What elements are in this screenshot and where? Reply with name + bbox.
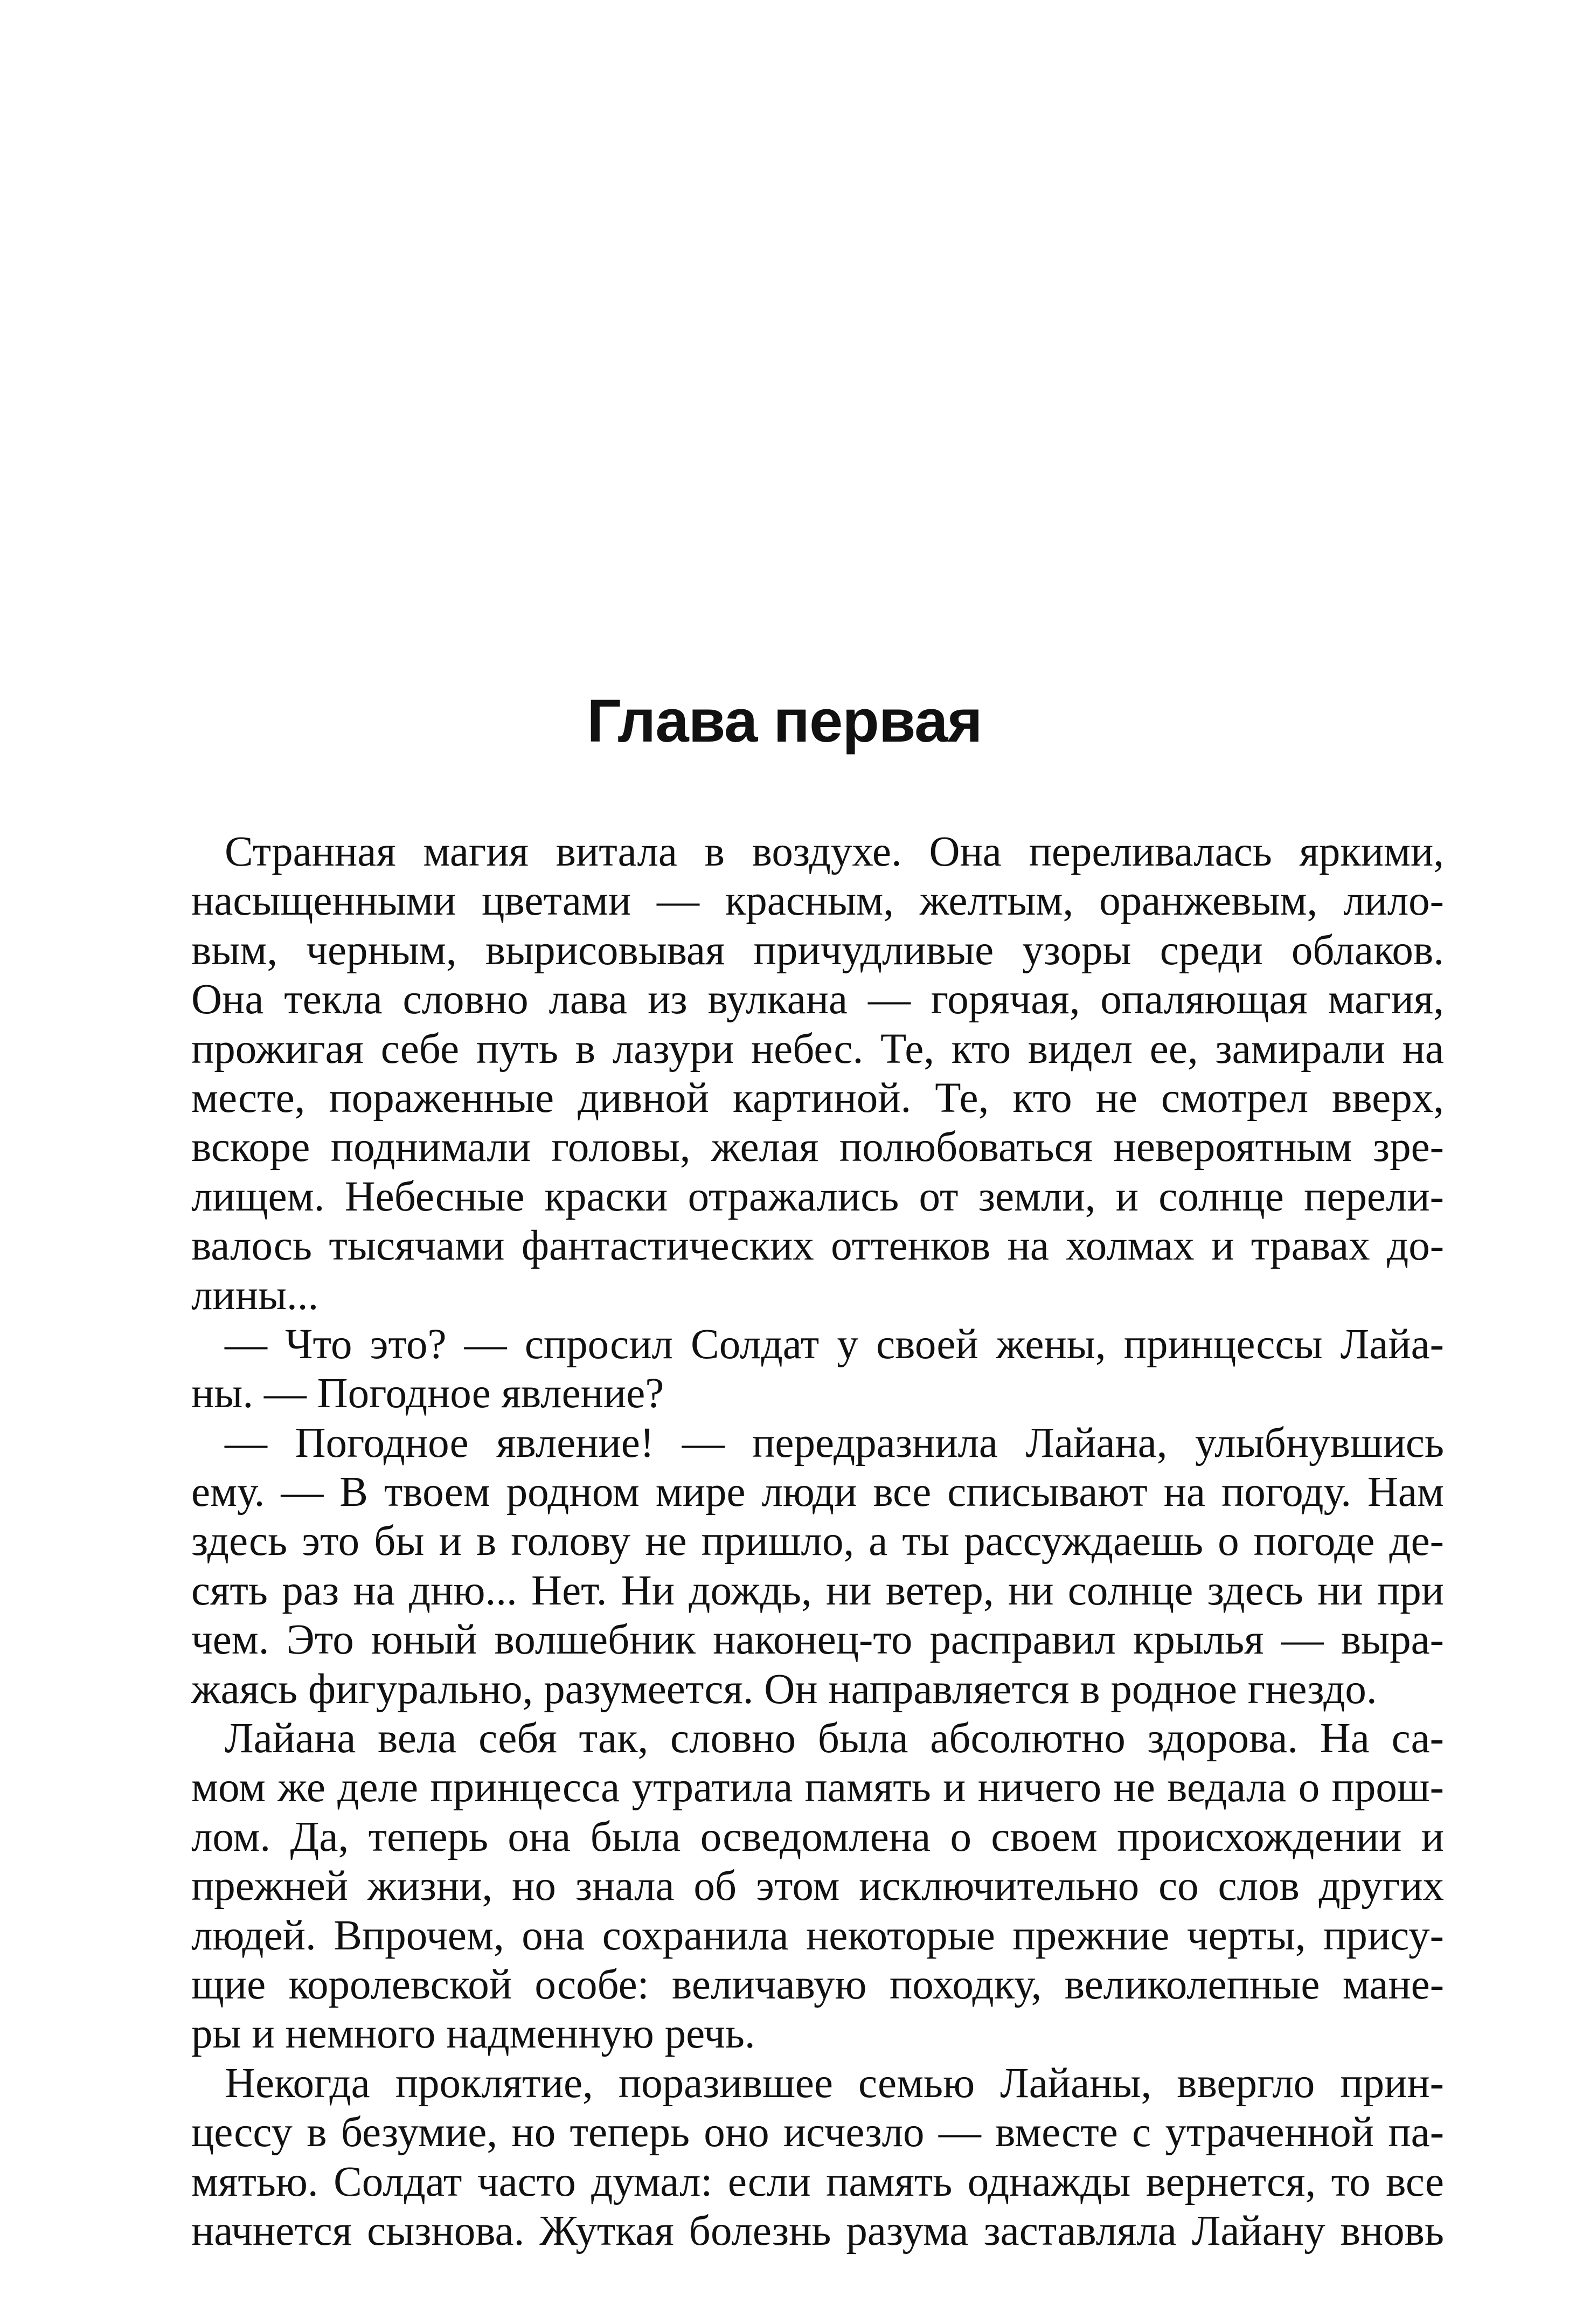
text-line: цессу в безумие, но теперь оно исчезло — вместе с утраченной па-	[191, 2109, 1444, 2156]
chapter-title: Глава первая	[587, 687, 982, 755]
text-line: начнется сызнова. Жуткая болезнь разума заставляла Лайану вновь	[191, 2207, 1444, 2254]
text-line: ему. — В твоем родном мире люди все списывают на погоду. Нам	[191, 1469, 1444, 1516]
text-line: чем. Это юный волшебник наконец-то расправил крылья — выра-	[191, 1616, 1444, 1664]
text-line: здесь это бы и в голову не пришло, а ты рассуждаешь о погоде де-	[191, 1518, 1444, 1565]
text-line: насыщенными цветами — красным, желтым, оранжевым, лило-	[191, 877, 1444, 925]
text-line: прежней жизни, но знала об этом исключительно со слов других	[191, 1863, 1444, 1910]
text-line: Она текла словно лава из вулкана — горячая, опаляющая магия,	[191, 976, 1444, 1023]
text-line: прожигая себе путь в лазури небес. Те, кто видел ее, замирали на	[191, 1025, 1444, 1073]
text-line: Странная магия витала в воздухе. Она переливалась яркими,	[225, 828, 1444, 875]
text-line: лищем. Небесные краски отражались от земли, и солнце перели-	[191, 1173, 1444, 1220]
text-line: сять раз на дню... Нет. Ни дождь, ни ветер, ни солнце здесь ни при	[191, 1567, 1444, 1614]
text-line: вскоре поднимали головы, желая полюбоваться невероятным зре-	[191, 1124, 1444, 1171]
text-line: мятью. Солдат часто думал: если память однажды вернется, то все	[191, 2158, 1444, 2205]
text-line: ны. — Погодное явление?	[191, 1370, 664, 1417]
text-line: щие королевской особе: величавую походку, великолепные мане-	[191, 1961, 1444, 2008]
text-line: лом. Да, теперь она была осведомлена о своем происхождении и	[191, 1813, 1444, 1860]
text-line: жаясь фигурально, разумеется. Он направляется в родное гнездо.	[191, 1665, 1377, 1713]
text-line: Некогда проклятие, поразившее семью Лайаны, ввергло прин-	[225, 2059, 1444, 2107]
text-line: — Погодное явление! — передразнила Лайана, улыбнувшись	[225, 1419, 1444, 1467]
body-text	[191, 827, 1444, 2256]
text-line: — Что это? — спросил Солдат у своей жены, принцессы Лайа-	[225, 1320, 1444, 1368]
text-line: лины...	[191, 1271, 319, 1319]
text-line: людей. Впрочем, она сохранила некоторые прежние черты, прису-	[191, 1912, 1444, 1959]
text-line: ры и немного надменную речь.	[191, 2010, 755, 2058]
text-line: Лайана вела себя так, словно была абсолютно здорова. На са-	[225, 1715, 1444, 1762]
text-line: валось тысячами фантастических оттенков на холмах и травах до-	[191, 1222, 1444, 1270]
text-line: месте, пораженные дивной картиной. Те, кто не смотрел вверх,	[191, 1074, 1444, 1122]
text-line: вым, черным, вырисовывая причудливые узоры среди облаков.	[191, 926, 1444, 974]
text-line: мом же деле принцесса утратила память и ничего не ведала о прош-	[191, 1764, 1444, 1811]
